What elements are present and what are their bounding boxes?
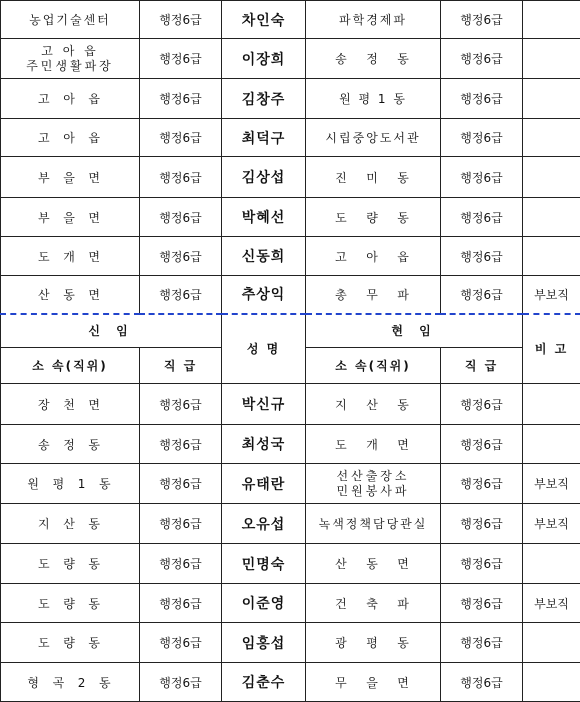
cell-text: 행정6급	[159, 517, 201, 531]
grade-cell	[441, 663, 523, 702]
grade-cell	[441, 79, 523, 119]
cell-text: 부보직	[534, 477, 569, 491]
current-post-cell	[306, 237, 441, 276]
affiliation-cell	[1, 504, 140, 544]
header-grade-2: 직 급	[441, 348, 523, 384]
remarks-cell	[523, 276, 580, 314]
cell-text: 부보직	[534, 517, 569, 531]
cell-text: 도 량 동	[38, 557, 102, 571]
current-post-cell	[306, 39, 441, 79]
affiliation-cell	[1, 425, 140, 464]
cell-text: 유태란	[242, 477, 286, 493]
cell-text: 도 량 동	[38, 636, 102, 650]
grade-cell	[140, 504, 222, 544]
cell-text: 행정6급	[159, 557, 201, 571]
cell-text: 오유섭	[242, 517, 286, 533]
affiliation-cell	[1, 39, 140, 79]
name-cell	[222, 384, 306, 425]
header-grade: 직 급	[140, 348, 222, 384]
affiliation-cell	[1, 584, 140, 623]
cell-text: 행정6급	[460, 597, 502, 611]
cell-text: 도 개 면	[38, 250, 102, 264]
affiliation-cell	[1, 663, 140, 702]
table-row	[1, 39, 580, 79]
current-post-cell	[306, 1, 441, 39]
cell-text: 이준영	[242, 596, 286, 612]
name-cell	[222, 79, 306, 119]
name-cell	[222, 425, 306, 464]
grade-cell	[441, 464, 523, 504]
cell-text: 진 미 동	[335, 171, 411, 185]
cell-text: 행정6급	[159, 398, 201, 412]
cell-text: 행정6급	[159, 52, 201, 66]
grade-cell	[140, 237, 222, 276]
remarks-cell	[523, 237, 580, 276]
cell-text: 원 평 1 동	[27, 477, 112, 491]
table-row	[1, 544, 580, 584]
current-post-cell	[306, 157, 441, 198]
remarks-cell	[523, 119, 580, 157]
affiliation-cell	[1, 384, 140, 425]
cell-text: 건 축 파	[335, 597, 411, 611]
header-affiliation-2: 소 속(직위)	[306, 348, 441, 384]
cell-text: 행정6급	[460, 517, 502, 531]
name-cell	[222, 276, 306, 314]
cell-text: 행정6급	[159, 438, 201, 452]
cell-text: 산 동 면	[38, 288, 102, 302]
grade-cell	[140, 623, 222, 663]
cell-text: 지 산 동	[335, 398, 411, 412]
name-cell	[222, 584, 306, 623]
grade-cell	[441, 584, 523, 623]
cell-text: 행정6급	[460, 438, 502, 452]
grade-cell	[140, 464, 222, 504]
affiliation-cell	[1, 119, 140, 157]
grade-cell	[140, 276, 222, 314]
grade-cell	[441, 39, 523, 79]
cell-text: 장 천 면	[38, 398, 102, 412]
cell-text: 시립중앙도서관	[325, 131, 420, 145]
cell-text: 광 평 동	[335, 636, 411, 650]
grade-cell	[140, 663, 222, 702]
table-row	[1, 425, 580, 464]
remarks-cell	[523, 157, 580, 198]
cell-text: 부 을 면	[38, 211, 102, 225]
table-header	[1, 314, 580, 384]
grade-cell	[140, 79, 222, 119]
name-cell	[222, 623, 306, 663]
cell-text: 민명숙	[242, 557, 286, 573]
remarks-cell	[523, 198, 580, 237]
cell-text: 송 정 동	[38, 438, 102, 452]
cell-text: 행정6급	[159, 13, 201, 27]
name-cell	[222, 237, 306, 276]
cell-line: 고 아 읍	[1, 44, 139, 59]
name-cell	[222, 119, 306, 157]
cell-text: 행정6급	[460, 211, 502, 225]
cell-text: 행정6급	[159, 597, 201, 611]
bottom-section	[1, 384, 580, 702]
grade-cell	[441, 119, 523, 157]
remarks-cell	[523, 663, 580, 702]
cell-text: 행정6급	[460, 92, 502, 106]
current-post-cell	[306, 198, 441, 237]
name-cell	[222, 39, 306, 79]
cell-text: 행정6급	[159, 676, 201, 690]
cell-text: 박혜선	[242, 210, 286, 226]
cell-text: 원 평 1 동	[339, 92, 407, 106]
affiliation-cell	[1, 544, 140, 584]
cell-text: 고 아 읍	[335, 250, 411, 264]
cell-text: 행정6급	[159, 211, 201, 225]
grade-cell	[441, 544, 523, 584]
cell-text: 행정6급	[159, 171, 201, 185]
table-row	[1, 1, 580, 39]
table-row	[1, 119, 580, 157]
cell-text: 지 산 동	[38, 517, 102, 531]
grade-cell	[140, 425, 222, 464]
cell-text: 최덕구	[242, 131, 286, 147]
header-remarks: 비 고	[523, 314, 580, 384]
cell-line: 민원봉사파	[306, 484, 440, 499]
remarks-cell	[523, 39, 580, 79]
cell-text: 김춘수	[242, 675, 286, 691]
name-cell	[222, 544, 306, 584]
name-cell	[222, 464, 306, 504]
top-section	[1, 1, 580, 314]
affiliation-cell	[1, 198, 140, 237]
table-row	[1, 504, 580, 544]
name-cell	[222, 504, 306, 544]
cell-text: 임홍섭	[242, 636, 286, 652]
name-cell	[222, 663, 306, 702]
cell-text: 행정6급	[460, 171, 502, 185]
current-post-cell	[306, 425, 441, 464]
cell-text: 행정6급	[460, 636, 502, 650]
header-name: 성 명	[222, 314, 306, 384]
remarks-cell	[523, 584, 580, 623]
grade-cell	[140, 1, 222, 39]
cell-text: 행정6급	[460, 288, 502, 302]
grade-cell	[140, 157, 222, 198]
current-post-cell	[306, 623, 441, 663]
remarks-cell	[523, 425, 580, 464]
remarks-cell	[523, 384, 580, 425]
remarks-cell	[523, 623, 580, 663]
affiliation-cell	[1, 464, 140, 504]
grade-cell	[441, 237, 523, 276]
cell-text: 추상익	[242, 287, 286, 303]
cell-text: 행정6급	[460, 250, 502, 264]
current-post-cell	[306, 276, 441, 314]
cell-text: 행정6급	[159, 288, 201, 302]
table-row	[1, 237, 580, 276]
table-row	[1, 79, 580, 119]
cell-text: 행정6급	[159, 250, 201, 264]
cell-line: 주민생활파장	[1, 59, 139, 74]
grade-cell	[441, 276, 523, 314]
grade-cell	[140, 384, 222, 425]
cell-text: 행정6급	[460, 557, 502, 571]
grade-cell	[441, 425, 523, 464]
affiliation-cell	[1, 276, 140, 314]
cell-text: 고 아 읍	[38, 131, 102, 145]
cell-text: 차인숙	[242, 13, 286, 29]
cell-text: 김상섭	[242, 170, 286, 186]
remarks-cell	[523, 1, 580, 39]
cell-text: 최성국	[242, 437, 286, 453]
grade-cell	[441, 1, 523, 39]
cell-text: 형 곡 2 동	[27, 676, 112, 690]
cell-text: 신동희	[242, 249, 286, 265]
grade-cell	[140, 119, 222, 157]
grade-cell	[140, 198, 222, 237]
name-cell	[222, 1, 306, 39]
table-row	[1, 464, 580, 504]
remarks-cell	[523, 544, 580, 584]
grade-cell	[140, 544, 222, 584]
table-row	[1, 623, 580, 663]
table-row	[1, 157, 580, 198]
table-row	[1, 584, 580, 623]
cell-text: 행정6급	[159, 477, 201, 491]
grade-cell	[441, 623, 523, 663]
remarks-cell	[523, 464, 580, 504]
cell-text: 행정6급	[460, 131, 502, 145]
name-cell	[222, 157, 306, 198]
grade-cell	[140, 584, 222, 623]
grade-cell	[441, 384, 523, 425]
cell-text: 박신규	[242, 397, 286, 413]
cell-text: 농업기술센터	[29, 13, 111, 27]
cell-text: 행정6급	[159, 131, 201, 145]
affiliation-cell	[1, 79, 140, 119]
current-post-cell	[306, 79, 441, 119]
remarks-cell	[523, 504, 580, 544]
affiliation-cell	[1, 157, 140, 198]
current-post-cell	[306, 584, 441, 623]
cell-text: 행정6급	[159, 636, 201, 650]
table-row	[1, 663, 580, 702]
current-post-cell	[306, 384, 441, 425]
table-row	[1, 384, 580, 425]
cell-text: 행정6급	[460, 52, 502, 66]
remarks-cell	[523, 79, 580, 119]
cell-text: 무 을 면	[335, 676, 411, 690]
affiliation-cell	[1, 1, 140, 39]
current-post-cell	[306, 464, 441, 504]
current-post-cell	[306, 119, 441, 157]
cell-text: 부 을 면	[38, 171, 102, 185]
cell-text: 부보직	[534, 288, 569, 302]
cell-text: 이장희	[242, 52, 286, 68]
header-current-post: 현 임	[306, 314, 523, 348]
grade-cell	[140, 39, 222, 79]
grade-cell	[441, 157, 523, 198]
cell-text: 김창주	[242, 92, 286, 108]
cell-text: 송 정 동	[335, 52, 411, 66]
cell-text: 행정6급	[460, 477, 502, 491]
cell-text: 부보직	[534, 597, 569, 611]
affiliation-cell	[1, 237, 140, 276]
grade-cell	[441, 198, 523, 237]
cell-line: 선산출장소	[306, 469, 440, 484]
cell-text: 도 량 동	[38, 597, 102, 611]
cell-text: 파학경제파	[339, 13, 407, 27]
cell-text: 행정6급	[460, 676, 502, 690]
cell-text: 산 동 면	[335, 557, 411, 571]
grade-cell	[441, 504, 523, 544]
cell-text: 행정6급	[159, 92, 201, 106]
cell-text: 도 량 동	[335, 211, 411, 225]
cell-text: 고 아 읍	[38, 92, 102, 106]
cell-text: 도 개 면	[335, 438, 411, 452]
cell-text: 행정6급	[460, 13, 502, 27]
cell-text: 녹색정책담당관실	[319, 517, 428, 531]
name-cell	[222, 198, 306, 237]
table-row	[1, 198, 580, 237]
current-post-cell	[306, 504, 441, 544]
affiliation-cell	[1, 623, 140, 663]
current-post-cell	[306, 663, 441, 702]
cell-text: 총 무 파	[335, 288, 411, 302]
header-affiliation: 소 속(직위)	[1, 348, 140, 384]
current-post-cell	[306, 544, 441, 584]
table-row	[1, 276, 580, 314]
cell-text: 행정6급	[460, 398, 502, 412]
header-new-post: 신 임	[1, 314, 222, 348]
